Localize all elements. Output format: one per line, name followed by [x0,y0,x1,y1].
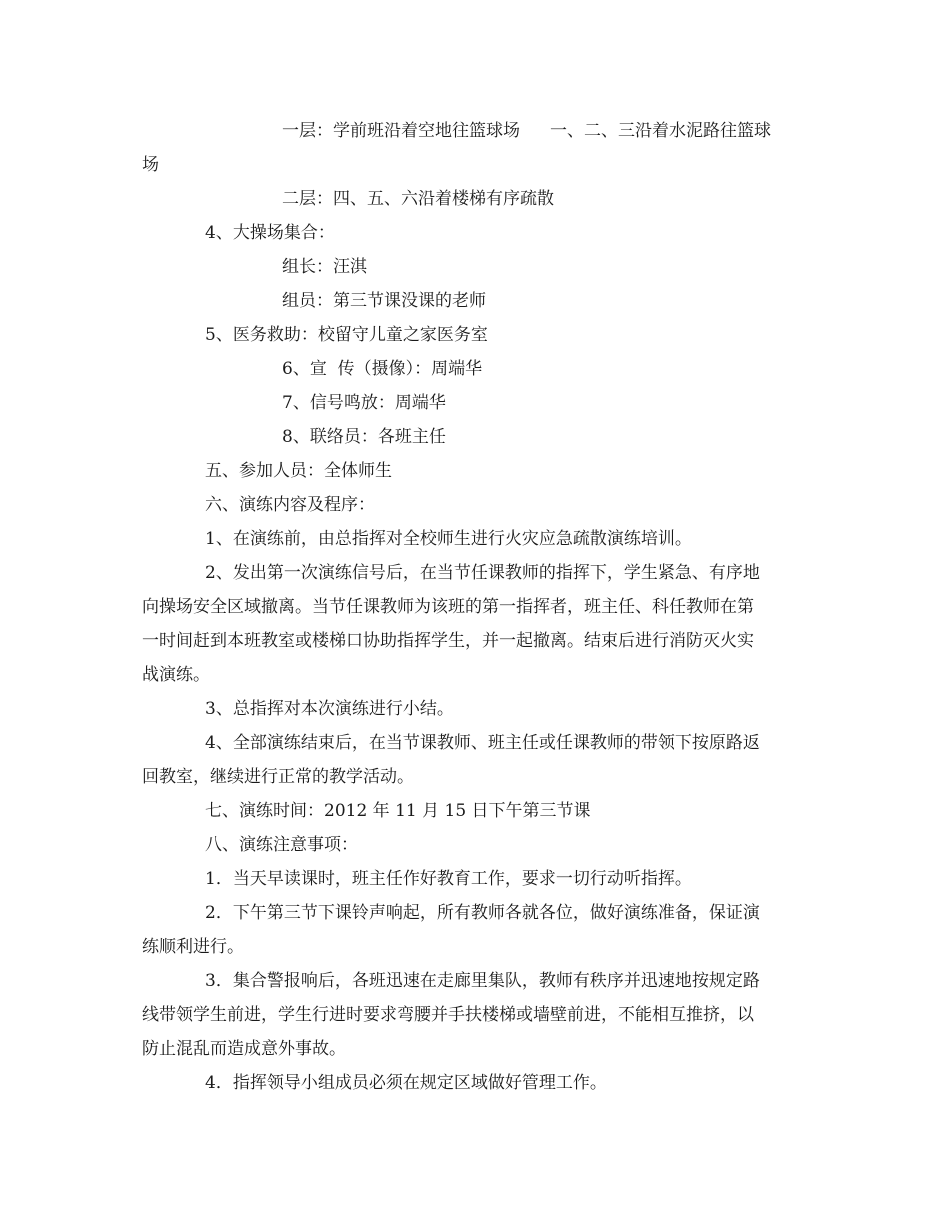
paragraph-line: 1．当天早读课时，班主任作好教育工作，要求一切行动听指挥。 [205,869,692,889]
text-line-part: 一层：学前班沿着空地往篮球场 [282,121,520,141]
paragraph-line: 线带领学生前进，学生行进时要求弯腰并手扶楼梯或墙壁前进，不能相互推挤，以 [142,1005,754,1025]
section-item: 4、大操场集合： [205,223,335,243]
paragraph-line: 防止混乱而造成意外事故。 [142,1039,346,1059]
paragraph-line: 1、在演练前，由总指挥对全校师生进行火灾应急疏散演练培训。 [205,529,692,549]
text-line: 组员：第三节课没课的老师 [282,291,486,311]
section-heading: 八、演练注意事项： [205,835,358,855]
paragraph-line: 3、总指挥对本次演练进行小结。 [205,699,454,719]
text-line: 6、宣 传（摄像）：周端华 [282,359,483,379]
text-line: 组长：汪淇 [282,257,367,277]
paragraph-line: 一时间赶到本班教室或楼梯口协助指挥学生，并一起撤离。结束后进行消防灭火实 [142,631,754,651]
text-line: 8、联络员：各班主任 [282,427,446,447]
text-line-part: 一、二、三沿着水泥路往篮球 [550,121,771,141]
text-line [142,114,812,148]
text-line: 7、信号鸣放：周端华 [282,393,446,413]
text-line: 二层：四、五、六沿着楼梯有序疏散 [282,189,554,209]
section-item: 5、医务救助：校留守儿童之家医务室 [205,325,488,345]
text-line: 场 [142,155,159,175]
paragraph-line: 练顺利进行。 [142,937,244,957]
section-heading: 七、演练时间：2012 年 11 月 15 日下午第三节课 [205,801,591,821]
paragraph-line: 战演练。 [142,665,210,685]
paragraph-line: 回教室，继续进行正常的教学活动。 [142,767,414,787]
paragraph-line: 2、发出第一次演练信号后，在当节任课教师的指挥下，学生紧急、有序地 [205,563,760,583]
document-body [142,114,812,1100]
paragraph-line: 向操场安全区域撤离。当节任课教师为该班的第一指挥者，班主任、科任教师在第 [142,597,754,617]
section-heading: 五、参加人员：全体师生 [205,461,392,481]
paragraph-line: 4．指挥领导小组成员必须在规定区域做好管理工作。 [205,1073,607,1093]
paragraph-line: 2．下午第三节下课铃声响起，所有教师各就各位，做好演练准备，保证演 [205,903,760,923]
section-heading: 六、演练内容及程序： [205,495,375,515]
paragraph-line: 4、全部演练结束后，在当节课教师、班主任或任课教师的带领下按原路返 [205,733,760,753]
paragraph-line: 3．集合警报响后，各班迅速在走廊里集队，教师有秩序并迅速地按规定路 [205,971,760,991]
